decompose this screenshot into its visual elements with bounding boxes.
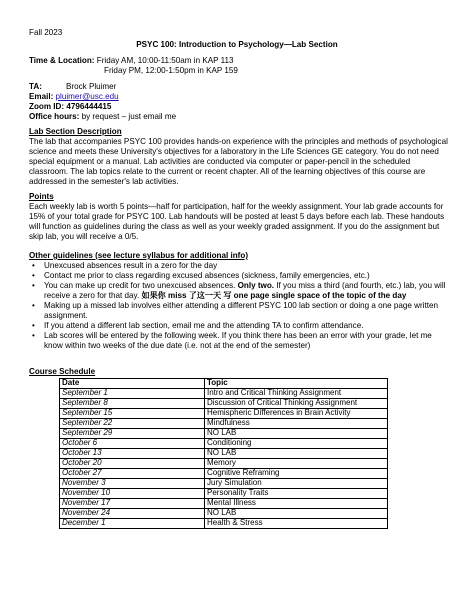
office-hours-value: by request – just email me <box>79 112 177 121</box>
guidelines-list <box>29 261 447 351</box>
table-row <box>60 509 388 519</box>
email-link[interactable]: pluimer@usc.edu <box>55 92 119 101</box>
schedule-body <box>60 389 388 529</box>
time-location-line1 <box>29 56 234 66</box>
lab-description-body <box>29 137 449 187</box>
schedule-topic-cell: NO LAB <box>205 449 388 459</box>
schedule-header-row <box>60 379 388 389</box>
guideline-item: • Lab scores will be entered by the following week. If you think there has been an error with your grade, let me know within two weeks of the due date (i.e. not at the end of the semester) <box>29 331 447 351</box>
time-location-pm: Friday PM, 12:00-1:50pm in KAP 159 <box>104 66 238 75</box>
guideline-makeup-note: 如果你 miss 了这一天 写 one page single space of the topic of the day <box>141 291 407 300</box>
course-schedule-heading: Course Schedule <box>29 367 96 376</box>
schedule-date-cell: November 17 <box>60 499 205 509</box>
guideline-item: • If you attend a different lab section, email me and the attending TA to confirm attendance. <box>29 321 447 331</box>
guideline-makeup-text-2: If you miss a third (and fourth, etc.) lab, you will receive a zero for that day. <box>44 281 446 300</box>
table-row <box>60 439 388 449</box>
guideline-item: • Unexcused absences result in a zero for the day <box>29 261 447 271</box>
schedule-topic-cell: Mental Illness <box>205 499 388 509</box>
schedule-col-date: Date <box>60 379 205 389</box>
schedule-date-cell: December 1 <box>60 519 205 529</box>
points-heading: Points <box>29 192 54 201</box>
schedule-topic-cell: Conditioning <box>205 439 388 449</box>
time-location-am: Friday AM, 10:00-11:50am in KAP 113 <box>94 56 234 65</box>
guideline-item: • Contact me prior to class regarding excused absences (sickness, family emergencies, etc.) <box>29 271 447 281</box>
points-body <box>29 202 449 242</box>
schedule-topic-cell: Memory <box>205 459 388 469</box>
schedule-date-cell: November 24 <box>60 509 205 519</box>
schedule-date-cell: October 13 <box>60 449 205 459</box>
schedule-date-cell: September 1 <box>60 389 205 399</box>
schedule-topic-cell: NO LAB <box>205 509 388 519</box>
schedule-topic-cell: Health & Stress <box>205 519 388 529</box>
ta-label: TA: <box>29 82 42 91</box>
table-row <box>60 479 388 489</box>
table-row <box>60 429 388 439</box>
table-row <box>60 489 388 499</box>
table-row <box>60 459 388 469</box>
schedule-topic-cell: Personality Traits <box>205 489 388 499</box>
lab-description-heading: Lab Section Description <box>29 127 122 136</box>
table-row <box>60 399 388 409</box>
schedule-table <box>59 378 388 529</box>
schedule-topic-cell: Discussion of Critical Thinking Assignment <box>205 399 388 409</box>
email-label: Email: <box>29 92 54 101</box>
table-row <box>60 499 388 509</box>
schedule-date-cell: September 22 <box>60 419 205 429</box>
table-row <box>60 449 388 459</box>
table-row <box>60 469 388 479</box>
guideline-item: • Making up a missed lab involves either attending a different PSYC 100 lab section or doing a one page written assignment. <box>29 301 447 321</box>
schedule-topic-cell: Intro and Critical Thinking Assignment <box>205 389 388 399</box>
schedule-date-cell: October 6 <box>60 439 205 449</box>
table-row <box>60 519 388 529</box>
office-hours-label: Office hours: <box>29 112 80 121</box>
schedule-date-cell: September 29 <box>60 429 205 439</box>
schedule-date-cell: September 8 <box>60 399 205 409</box>
schedule-col-topic: Topic <box>205 379 388 389</box>
schedule-topic-cell: Jury Simulation <box>205 479 388 489</box>
email-line <box>29 92 119 102</box>
schedule-date-cell: September 15 <box>60 409 205 419</box>
schedule-date-cell: October 20 <box>60 459 205 469</box>
schedule-date-cell: November 3 <box>60 479 205 489</box>
table-row <box>60 389 388 399</box>
time-location-label: Time & Location: <box>29 56 95 65</box>
schedule-topic-cell: Hemispheric Differences in Brain Activity <box>205 409 388 419</box>
guideline-makeup-emphasis: Only two. <box>237 281 275 290</box>
guideline-item-makeup <box>29 281 447 301</box>
table-row <box>60 409 388 419</box>
term-label: Fall 2023 <box>29 28 63 37</box>
office-hours-line <box>29 112 176 122</box>
schedule-date-cell: October 27 <box>60 469 205 479</box>
schedule-date-cell: November 10 <box>60 489 205 499</box>
table-row <box>60 419 388 429</box>
zoom-id: Zoom ID: 4796444415 <box>29 102 112 111</box>
points-text: Each weekly lab is worth 5 points—half for participation, half for the weekly assignment. Your lab grade accounts for 15% of your total grade for PSYC 100. Lab handouts will be posted at least 5 days before each lab. These handouts will function as guidelines during the class as well as your weekly graded assignment. If you do the assignment but skip lab, you will receive a 0/5. <box>29 202 445 241</box>
schedule-topic-cell: Cognitive Reframing <box>205 469 388 479</box>
schedule-topic-cell: Mindfulness <box>205 419 388 429</box>
ta-line <box>29 82 42 92</box>
course-title: PSYC 100: Introduction to Psychology—Lab Section <box>136 40 338 49</box>
guidelines-heading: Other guidelines (see lecture syllabus for additional info) <box>29 251 249 260</box>
guideline-makeup-text: You can make up credit for two unexcused absences. <box>44 281 238 290</box>
ta-name: Brock Pluimer <box>66 82 117 91</box>
lab-description-text: The lab that accompanies PSYC 100 provides hands-on experience with the principles and methods of psychological science and meets these University's objectives for a laboratory in the Life Sciences GE category. You do not need special equipment or a manual. Lab activities are conducted via computer or paper-pencil in the scheduled classroom. The lab topics relate to the current or recent chapter. All of the learning objectives of this course are addressed in the semester's lab activities. <box>29 137 448 186</box>
schedule-topic-cell: NO LAB <box>205 429 388 439</box>
